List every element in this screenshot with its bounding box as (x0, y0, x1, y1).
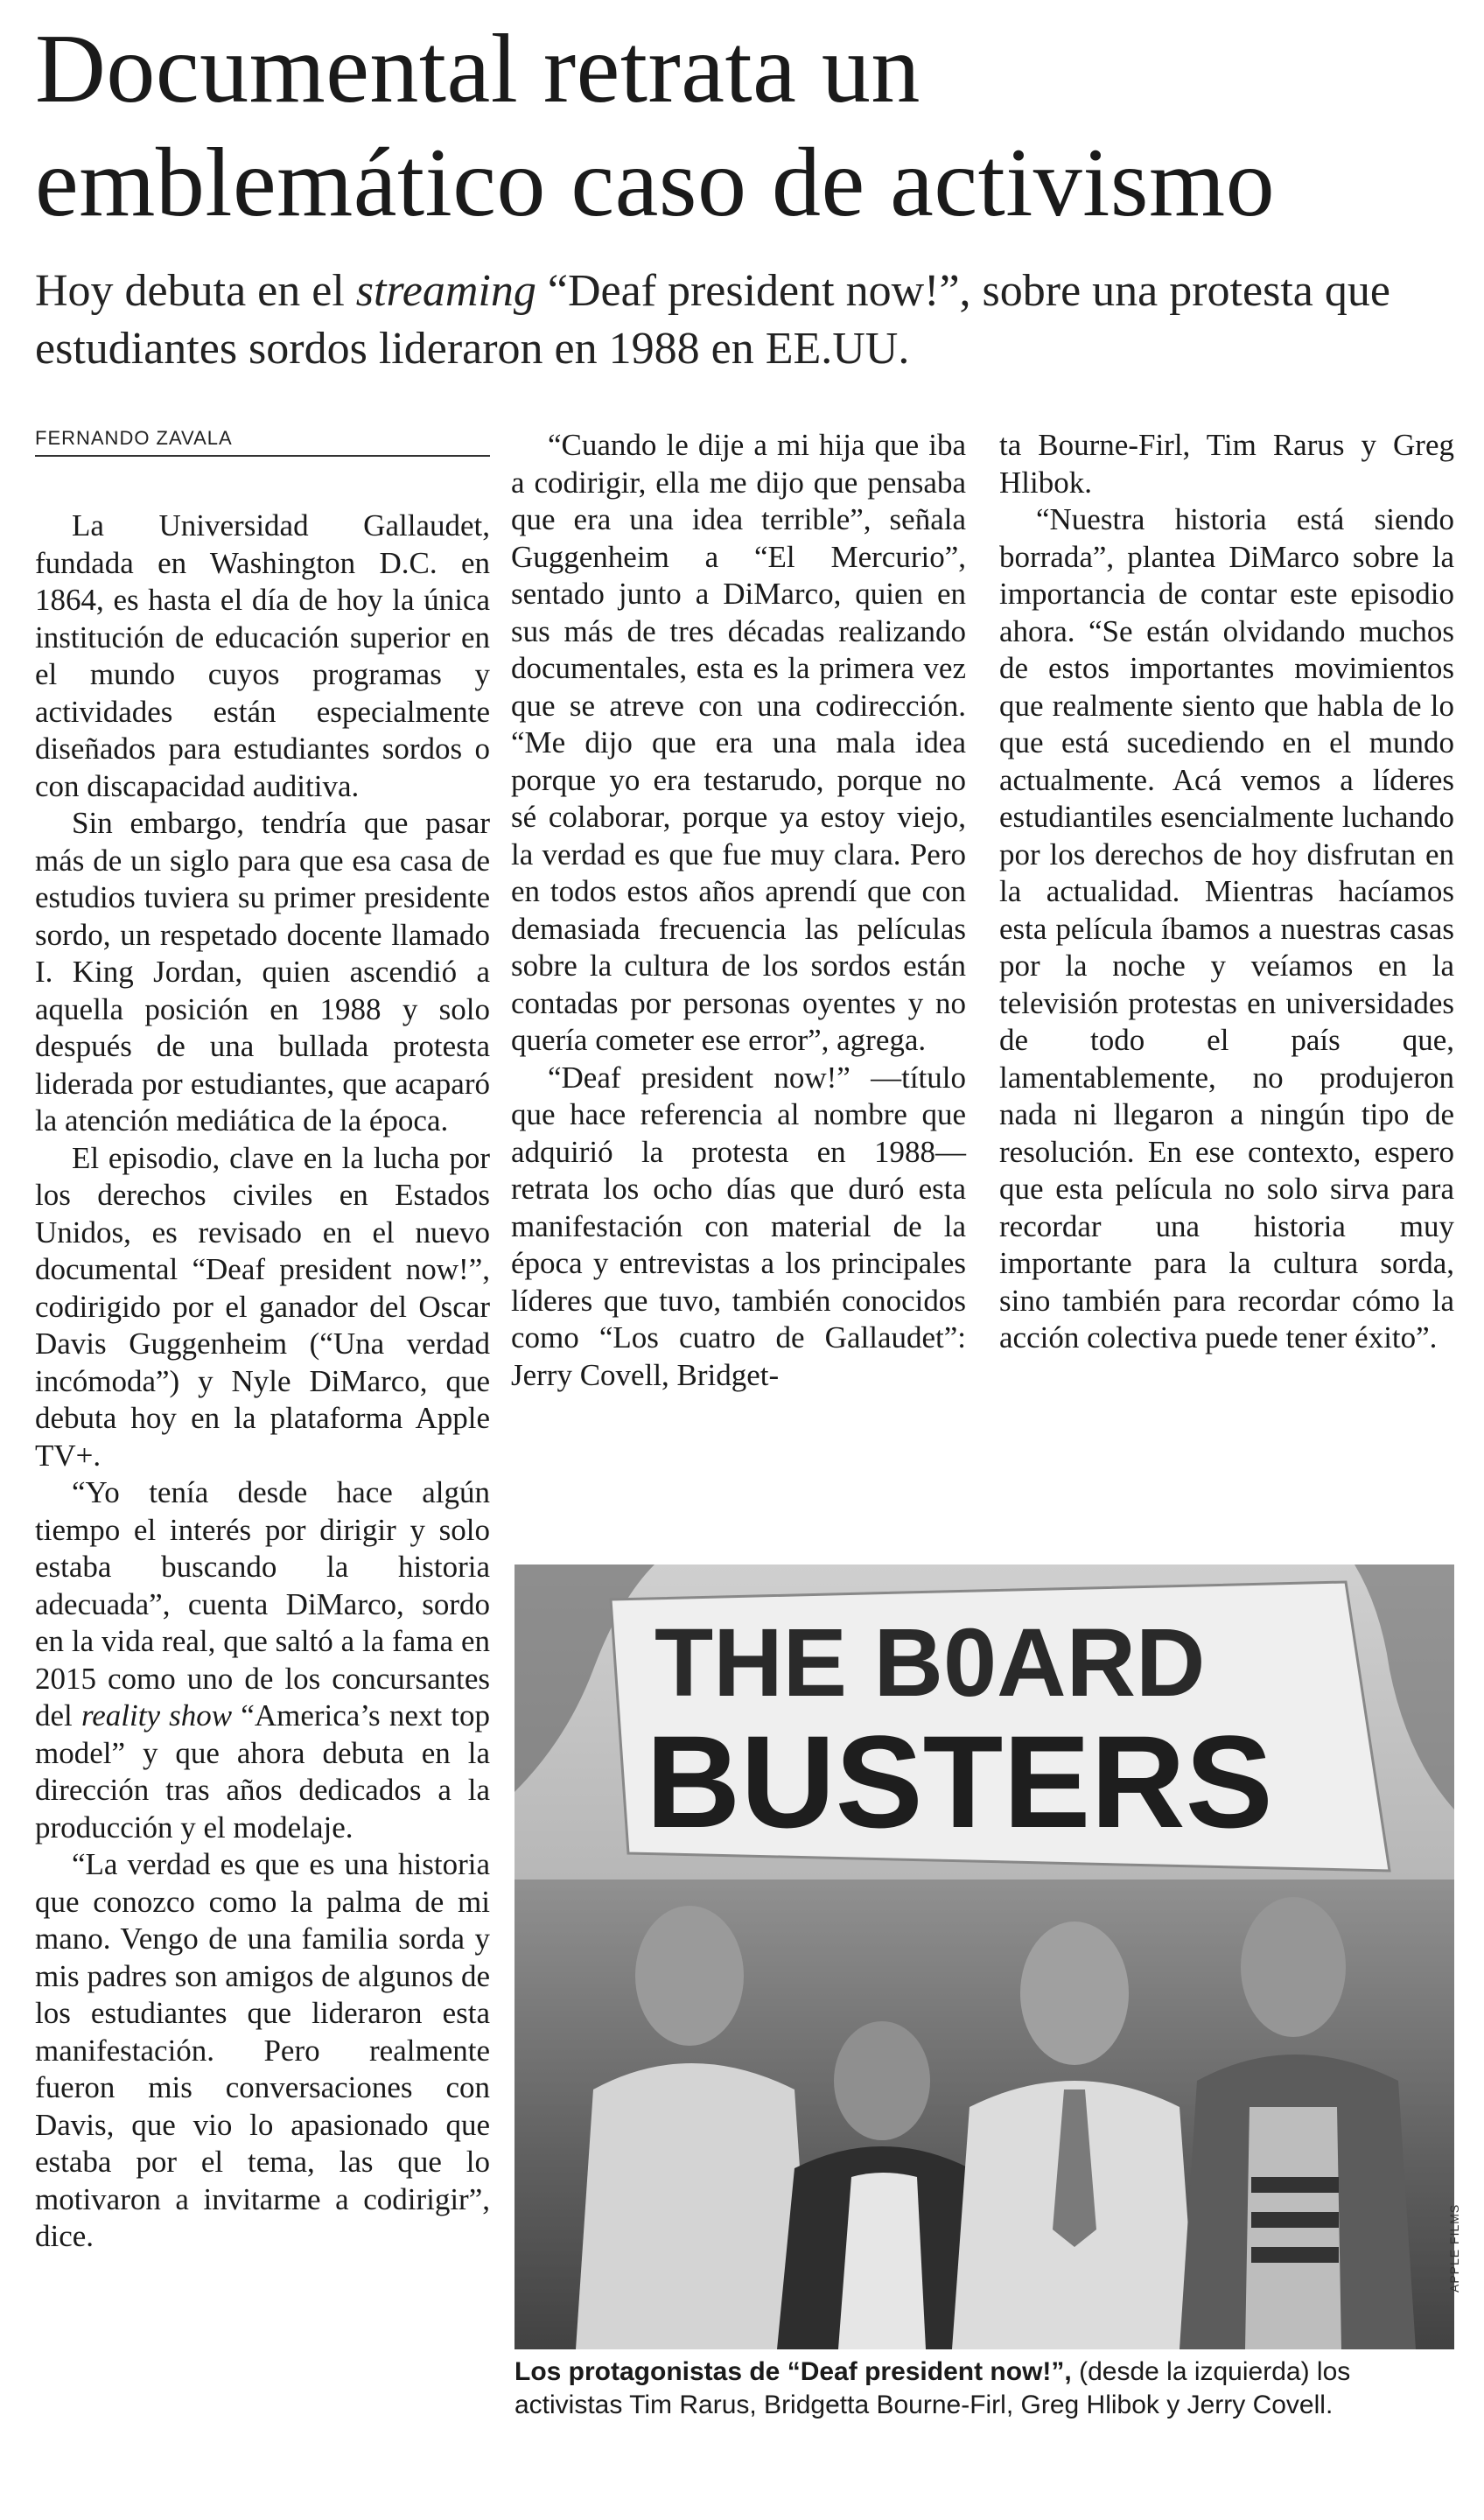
headline: Documental retrata un emblemático caso de activismo (35, 15, 1276, 237)
subhead-before: Hoy debuta en el (35, 266, 356, 316)
paragraph: ta Bourne-Firl, Tim Rarus y Greg Hlibok. (999, 428, 1454, 500)
paragraph-after: “America’s next top model” y que ahora debuta en la dirección tras años dedicados a la producción y el modelaje. (35, 1698, 490, 1844)
banner-line-1: THE B0ARD (654, 1609, 1206, 1717)
paragraph: “Deaf president now!” —título que hace referencia al nombre que adquirió la protesta en 1988— retrata los ocho días que duró esta manifestación con material de la época y entrevistas a los principales líderes que tuvo, también conocidos como “Los cuatro de Gallaudet”: Jerry Covell, Bridget- (511, 1060, 966, 1392)
article-column-1 (35, 508, 490, 2256)
paragraph: “Nuestra historia está siendo borrada”, plantea DiMarco sobre la importancia de contar este episodio ahora. “Se están olvidando muchos de estos importantes movimientos que realmente siento que habla de lo que está sucediendo en el mundo actualmente. Acá vemos a líderes estudiantiles esencialmente luchando por los derechos de hoy disfrutan en la actualidad. Mientras hacíamos esta película íbamos a nuestras casas por la noche y veíamos en la televisión protestas en universidades de todo el país que, lamentablemente, no produjeron nada ni llegaron a ningún tipo de resolución. En ese contexto, espero que esta película no solo sirva para recordar una historia muy importante para la cultura sorda, sino también para recordar cómo la acción colectiva puede tener éxito”. (999, 502, 1454, 1354)
photo-illustration (514, 1564, 1454, 2349)
paragraph-emphasis: reality show (80, 1698, 233, 1732)
photo-caption (514, 2356, 1460, 2422)
subheadline (35, 262, 1452, 378)
photo-credit: APPLE FILMS (1447, 2203, 1461, 2292)
news-photo (514, 1564, 1454, 2349)
subhead-emphasis: streaming (355, 266, 536, 316)
byline: FERNANDO ZAVALA (35, 427, 490, 457)
paragraph: Sin embargo, tendría que pasar más de un siglo para que esa casa de estudios tuviera su primer presidente sordo, un respetado docente llamado I. King Jordan, quien ascendió a aquella posición en 1988 y solo después de una bullada protesta liderada por estudiantes, que acaparó la atención mediática de la época. (35, 806, 490, 1138)
banner-line-2: BUSTERS (646, 1708, 1273, 1855)
caption-bold: Los protagonistas de “Deaf president now!”, (514, 2357, 1072, 2386)
paragraph: La Universidad Gallaudet, fundada en Washington D.C. en 1864, es hasta el día de hoy la única institución de educación superior en el mundo cuyos programas y actividades están especialmente diseñados para estudiantes sordos o con discapacidad auditiva. (35, 508, 490, 803)
paragraph: “Cuando le dije a mi hija que iba a codirigir, ella me dijo que pensaba que era una idea terrible”, señala Guggenheim a “El Mercurio”, sentado junto a DiMarco, quien en sus más de tres décadas realizando documentales, esta es la primera vez que se atreve con una codirección. “Me dijo que era una mala idea porque yo era testarudo, porque no sé colaborar, porque ya estoy viejo, la verdad es que fue muy clara. Pero en todos estos años aprendí que con demasiada frecuencia las películas sobre la cultura de los sordos están contadas por personas oyentes y no quería cometer ese error”, agrega. (511, 428, 966, 1057)
paragraph (35, 1474, 490, 1846)
article-column-3 (999, 427, 1454, 1357)
paragraph-before: “Yo tenía desde hace algún tiempo el interés por dirigir y solo estaba buscando la historia adecuada”, cuenta DiMarco, sordo en la vida real, que saltó a la fama en 2015 como uno de los concursantes del (35, 1475, 490, 1732)
article-column-2 (511, 427, 966, 1394)
caption-rest: (desde la izquierda) los activistas Tim Rarus, Bridgetta Bourne-Firl, Greg Hlibok y Jerry Covell. (514, 2357, 1351, 2419)
paragraph: El episodio, clave en la lucha por los derechos civiles en Estados Unidos, es revisado en el nuevo documental “Deaf president now!”, codirigido por el ganador del Oscar Davis Guggenheim (“Una verdad incómoda”) y Nyle DiMarco, que debuta hoy en la plataforma Apple TV+. (35, 1140, 490, 1473)
subhead-after: “Deaf president now!”, sobre una protesta que estudiantes sordos lideraron en 1988 en EE.UU. (35, 266, 1390, 374)
paragraph: “La verdad es que es una historia que conozco como la palma de mi mano. Vengo de una familia sorda y mis padres son amigos de algunos de los estudiantes que lideraron esta manifestación. Pero realmente fueron mis conversaciones con Davis, que vio lo apasionado que estaba por el tema, las que lo motivaron a invitarme a codirigir”, dice. (35, 1847, 490, 2253)
